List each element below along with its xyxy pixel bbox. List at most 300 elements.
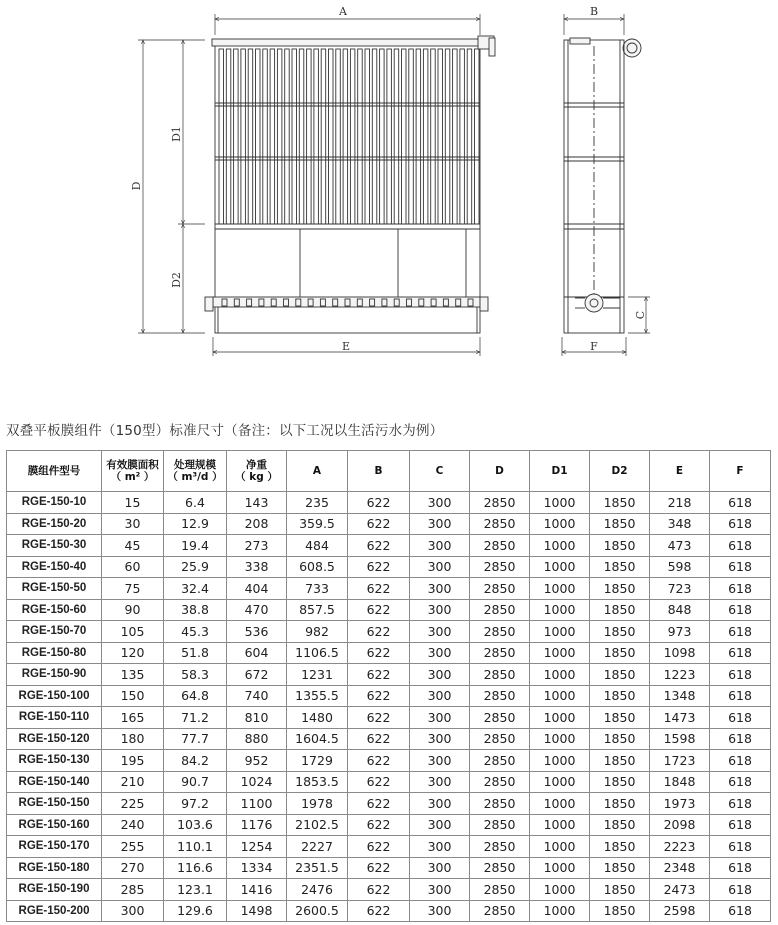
value-cell: 208 (227, 513, 287, 535)
value-cell: 1000 (530, 750, 590, 772)
value-cell: 618 (710, 621, 771, 643)
value-cell: 2850 (470, 857, 530, 879)
value-cell: 235 (287, 492, 348, 514)
value-cell: 484 (287, 535, 348, 557)
dim-label-f: F (590, 340, 598, 353)
membrane-sheet (416, 49, 421, 224)
value-cell: 84.2 (164, 750, 227, 772)
value-cell: 618 (710, 664, 771, 686)
value-cell: 536 (227, 621, 287, 643)
value-cell: 1973 (650, 793, 710, 815)
value-cell: 1978 (287, 793, 348, 815)
membrane-sheet (358, 49, 363, 224)
value-cell: 1355.5 (287, 685, 348, 707)
column-header-label: D1 (551, 465, 568, 477)
value-cell: 618 (710, 535, 771, 557)
value-cell: 1000 (530, 492, 590, 514)
value-cell: 1000 (530, 556, 590, 578)
value-cell: 1850 (590, 621, 650, 643)
value-cell: 1000 (530, 513, 590, 535)
value-cell: 2473 (650, 879, 710, 901)
value-cell: 103.6 (164, 814, 227, 836)
value-cell: 952 (227, 750, 287, 772)
value-cell: 300 (410, 750, 470, 772)
value-cell: 1000 (530, 707, 590, 729)
membrane-sheet (263, 49, 268, 224)
value-cell: 618 (710, 879, 771, 901)
membrane-sheet (226, 49, 231, 224)
value-cell: 58.3 (164, 664, 227, 686)
column-header (710, 451, 771, 492)
membrane-sheet (453, 49, 458, 224)
value-cell: 1850 (590, 642, 650, 664)
value-cell: 1850 (590, 599, 650, 621)
value-cell: 300 (410, 836, 470, 858)
value-cell: 300 (410, 556, 470, 578)
value-cell: 300 (410, 879, 470, 901)
column-header-label: D2 (611, 465, 628, 477)
table-row (7, 814, 771, 836)
value-cell: 300 (410, 492, 470, 514)
membrane-sheet (307, 49, 312, 224)
value-cell: 618 (710, 793, 771, 815)
membrane-sheet (343, 49, 348, 224)
membrane-sheet (299, 49, 304, 224)
value-cell: 604 (227, 642, 287, 664)
value-cell: 618 (710, 750, 771, 772)
value-cell: 180 (102, 728, 164, 750)
value-cell: 622 (348, 879, 410, 901)
column-header-label: 有效膜面积 (106, 459, 159, 471)
value-cell: 618 (710, 836, 771, 858)
value-cell: 622 (348, 771, 410, 793)
column-header (287, 451, 348, 492)
model-cell: RGE-150-200 (7, 900, 102, 922)
value-cell: 90.7 (164, 771, 227, 793)
value-cell: 1000 (530, 535, 590, 557)
value-cell: 622 (348, 578, 410, 600)
model-cell: RGE-150-140 (7, 771, 102, 793)
value-cell: 618 (710, 728, 771, 750)
value-cell: 622 (348, 685, 410, 707)
value-cell: 273 (227, 535, 287, 557)
value-cell: 120 (102, 642, 164, 664)
value-cell: 1000 (530, 836, 590, 858)
aeration-pipe (213, 297, 480, 307)
membrane-sheet (336, 49, 341, 224)
value-cell: 1348 (650, 685, 710, 707)
value-cell: 1498 (227, 900, 287, 922)
table-row (7, 879, 771, 901)
value-cell: 38.8 (164, 599, 227, 621)
model-cell: RGE-150-150 (7, 793, 102, 815)
value-cell: 45 (102, 535, 164, 557)
value-cell: 2850 (470, 728, 530, 750)
value-cell: 1000 (530, 857, 590, 879)
value-cell: 672 (227, 664, 287, 686)
membrane-sheet (423, 49, 428, 224)
value-cell: 618 (710, 685, 771, 707)
value-cell: 300 (410, 642, 470, 664)
model-cell: RGE-150-80 (7, 642, 102, 664)
value-cell: 1000 (530, 642, 590, 664)
value-cell: 618 (710, 771, 771, 793)
model-cell: RGE-150-50 (7, 578, 102, 600)
value-cell: 300 (410, 728, 470, 750)
dim-label-d2: D2 (170, 272, 183, 288)
value-cell: 1850 (590, 793, 650, 815)
value-cell: 105 (102, 621, 164, 643)
value-cell: 622 (348, 599, 410, 621)
value-cell: 1729 (287, 750, 348, 772)
value-cell: 143 (227, 492, 287, 514)
value-cell: 60 (102, 556, 164, 578)
value-cell: 404 (227, 578, 287, 600)
membrane-sheet (234, 49, 239, 224)
membrane-sheet (431, 49, 436, 224)
column-header (348, 451, 410, 492)
column-header-unit: （ m³/d ） (167, 471, 223, 483)
column-header (227, 451, 287, 492)
value-cell: 300 (410, 578, 470, 600)
value-cell: 75 (102, 578, 164, 600)
value-cell: 300 (410, 771, 470, 793)
value-cell: 300 (410, 664, 470, 686)
value-cell: 1000 (530, 728, 590, 750)
model-cell: RGE-150-130 (7, 750, 102, 772)
table-row (7, 578, 771, 600)
dim-label-a: A (339, 5, 347, 18)
column-header (410, 451, 470, 492)
value-cell: 2227 (287, 836, 348, 858)
value-cell: 2600.5 (287, 900, 348, 922)
column-header (164, 451, 227, 492)
column-header (590, 451, 650, 492)
column-header-label: 膜组件型号 (27, 465, 81, 477)
value-cell: 1850 (590, 814, 650, 836)
value-cell: 618 (710, 857, 771, 879)
value-cell: 2598 (650, 900, 710, 922)
value-cell: 1254 (227, 836, 287, 858)
value-cell: 338 (227, 556, 287, 578)
value-cell: 1334 (227, 857, 287, 879)
value-cell: 218 (650, 492, 710, 514)
table-row (7, 707, 771, 729)
table-body (7, 492, 771, 922)
value-cell: 1850 (590, 664, 650, 686)
model-cell: RGE-150-120 (7, 728, 102, 750)
value-cell: 2850 (470, 793, 530, 815)
model-cell: RGE-150-100 (7, 685, 102, 707)
membrane-sheet (314, 49, 319, 224)
value-cell: 2850 (470, 771, 530, 793)
table-row (7, 750, 771, 772)
value-cell: 2348 (650, 857, 710, 879)
value-cell: 1000 (530, 879, 590, 901)
value-cell: 618 (710, 814, 771, 836)
membrane-sheet (256, 49, 261, 224)
value-cell: 51.8 (164, 642, 227, 664)
model-cell: RGE-150-10 (7, 492, 102, 514)
value-cell: 622 (348, 750, 410, 772)
membrane-sheet (380, 49, 385, 224)
value-cell: 1100 (227, 793, 287, 815)
membrane-sheet (329, 49, 334, 224)
value-cell: 300 (102, 900, 164, 922)
value-cell: 2850 (470, 642, 530, 664)
value-cell: 6.4 (164, 492, 227, 514)
value-cell: 1850 (590, 879, 650, 901)
value-cell: 622 (348, 664, 410, 686)
model-cell: RGE-150-90 (7, 664, 102, 686)
membrane-sheet (372, 49, 377, 224)
value-cell: 1850 (590, 707, 650, 729)
value-cell: 622 (348, 728, 410, 750)
value-cell: 2850 (470, 664, 530, 686)
value-cell: 1231 (287, 664, 348, 686)
table-row (7, 771, 771, 793)
column-header-label: A (312, 465, 322, 477)
dim-label-c: C (634, 310, 647, 320)
value-cell: 150 (102, 685, 164, 707)
column-header (7, 451, 102, 492)
membrane-sheet (292, 49, 297, 224)
value-cell: 45.3 (164, 621, 227, 643)
table-row (7, 621, 771, 643)
value-cell: 618 (710, 578, 771, 600)
membrane-sheet (285, 49, 290, 224)
value-cell: 15 (102, 492, 164, 514)
value-cell: 210 (102, 771, 164, 793)
table-row (7, 513, 771, 535)
value-cell: 2850 (470, 535, 530, 557)
value-cell: 2476 (287, 879, 348, 901)
value-cell: 359.5 (287, 513, 348, 535)
value-cell: 300 (410, 814, 470, 836)
value-cell: 1850 (590, 556, 650, 578)
value-cell: 2850 (470, 836, 530, 858)
table-row (7, 535, 771, 557)
value-cell: 618 (710, 599, 771, 621)
membrane-sheet (350, 49, 355, 224)
membrane-sheet (248, 49, 253, 224)
value-cell: 982 (287, 621, 348, 643)
column-header-label: B (374, 465, 383, 477)
value-cell: 110.1 (164, 836, 227, 858)
membrane-sheet (277, 49, 282, 224)
spec-table (6, 450, 771, 922)
value-cell: 1848 (650, 771, 710, 793)
value-cell: 165 (102, 707, 164, 729)
value-cell: 1850 (590, 900, 650, 922)
value-cell: 1416 (227, 879, 287, 901)
value-cell: 622 (348, 900, 410, 922)
side-view (564, 38, 641, 333)
value-cell: 1000 (530, 685, 590, 707)
model-cell: RGE-150-20 (7, 513, 102, 535)
membrane-sheet (438, 49, 443, 224)
model-cell: RGE-150-70 (7, 621, 102, 643)
membrane-sheets (219, 49, 479, 224)
membrane-sheet (475, 49, 480, 224)
value-cell: 618 (710, 900, 771, 922)
value-cell: 1850 (590, 578, 650, 600)
front-view (205, 36, 495, 333)
value-cell: 2850 (470, 879, 530, 901)
value-cell: 348 (650, 513, 710, 535)
table-row (7, 728, 771, 750)
table-row (7, 642, 771, 664)
column-header-label: E (675, 465, 684, 477)
value-cell: 857.5 (287, 599, 348, 621)
value-cell: 618 (710, 556, 771, 578)
value-cell: 1024 (227, 771, 287, 793)
column-header-label: D (495, 465, 504, 477)
value-cell: 2102.5 (287, 814, 348, 836)
membrane-sheet (445, 49, 450, 224)
top-header-pipe (212, 39, 484, 46)
value-cell: 973 (650, 621, 710, 643)
value-cell: 2850 (470, 685, 530, 707)
value-cell: 1000 (530, 814, 590, 836)
membrane-sheet (467, 49, 472, 224)
value-cell: 622 (348, 621, 410, 643)
value-cell: 1850 (590, 685, 650, 707)
value-cell: 622 (348, 513, 410, 535)
value-cell: 2098 (650, 814, 710, 836)
model-cell: RGE-150-30 (7, 535, 102, 557)
value-cell: 1000 (530, 793, 590, 815)
column-header-label: 净重 (246, 459, 267, 471)
dim-label-e: E (341, 340, 351, 353)
dim-label-b: B (589, 5, 599, 18)
value-cell: 723 (650, 578, 710, 600)
value-cell: 1850 (590, 728, 650, 750)
value-cell: 1850 (590, 771, 650, 793)
value-cell: 300 (410, 793, 470, 815)
value-cell: 608.5 (287, 556, 348, 578)
value-cell: 1850 (590, 535, 650, 557)
value-cell: 255 (102, 836, 164, 858)
table-row (7, 492, 771, 514)
value-cell: 618 (710, 513, 771, 535)
value-cell: 2850 (470, 750, 530, 772)
value-cell: 1850 (590, 836, 650, 858)
table-row (7, 685, 771, 707)
dim-label-d1: D1 (170, 126, 183, 142)
value-cell: 1000 (530, 771, 590, 793)
value-cell: 1000 (530, 900, 590, 922)
value-cell: 300 (410, 857, 470, 879)
value-cell: 1473 (650, 707, 710, 729)
model-cell: RGE-150-160 (7, 814, 102, 836)
value-cell: 473 (650, 535, 710, 557)
value-cell: 2850 (470, 900, 530, 922)
value-cell: 1106.5 (287, 642, 348, 664)
value-cell: 622 (348, 707, 410, 729)
value-cell: 1176 (227, 814, 287, 836)
value-cell: 848 (650, 599, 710, 621)
value-cell: 1850 (590, 857, 650, 879)
value-cell: 2850 (470, 814, 530, 836)
membrane-sheet (321, 49, 326, 224)
value-cell: 2850 (470, 556, 530, 578)
column-header (650, 451, 710, 492)
value-cell: 30 (102, 513, 164, 535)
value-cell: 2223 (650, 836, 710, 858)
value-cell: 2850 (470, 599, 530, 621)
value-cell: 129.6 (164, 900, 227, 922)
column-header-unit: （ kg ） (235, 471, 278, 483)
model-cell: RGE-150-40 (7, 556, 102, 578)
value-cell: 2850 (470, 707, 530, 729)
value-cell: 1000 (530, 578, 590, 600)
table-row (7, 599, 771, 621)
value-cell: 2850 (470, 492, 530, 514)
value-cell: 1000 (530, 599, 590, 621)
value-cell: 12.9 (164, 513, 227, 535)
value-cell: 90 (102, 599, 164, 621)
table-caption: 双叠平板膜组件（150型）标准尺寸（备注：以下工况以生活污水为例） (6, 423, 444, 439)
value-cell: 880 (227, 728, 287, 750)
value-cell: 285 (102, 879, 164, 901)
value-cell: 1723 (650, 750, 710, 772)
membrane-sheet (219, 49, 224, 224)
value-cell: 1000 (530, 621, 590, 643)
value-cell: 622 (348, 836, 410, 858)
value-cell: 622 (348, 857, 410, 879)
table-row (7, 857, 771, 879)
membrane-sheet (409, 49, 414, 224)
value-cell: 225 (102, 793, 164, 815)
column-header (470, 451, 530, 492)
membrane-sheet (241, 49, 246, 224)
value-cell: 240 (102, 814, 164, 836)
value-cell: 1000 (530, 664, 590, 686)
value-cell: 1850 (590, 513, 650, 535)
value-cell: 740 (227, 685, 287, 707)
value-cell: 2850 (470, 513, 530, 535)
column-header-unit: （ m² ） (110, 471, 155, 483)
dim-label-d: D (130, 181, 143, 191)
value-cell: 622 (348, 793, 410, 815)
value-cell: 2850 (470, 578, 530, 600)
value-cell: 300 (410, 535, 470, 557)
value-cell: 1598 (650, 728, 710, 750)
value-cell: 470 (227, 599, 287, 621)
membrane-sheet (270, 49, 275, 224)
model-cell: RGE-150-170 (7, 836, 102, 858)
membrane-sheet (387, 49, 392, 224)
value-cell: 71.2 (164, 707, 227, 729)
value-cell: 77.7 (164, 728, 227, 750)
value-cell: 300 (410, 900, 470, 922)
model-cell: RGE-150-110 (7, 707, 102, 729)
value-cell: 622 (348, 492, 410, 514)
membrane-sheet (460, 49, 465, 224)
value-cell: 64.8 (164, 685, 227, 707)
value-cell: 618 (710, 492, 771, 514)
column-header-label: 处理规模 (174, 459, 216, 471)
module-technical-drawing (0, 0, 778, 405)
model-cell: RGE-150-60 (7, 599, 102, 621)
value-cell: 116.6 (164, 857, 227, 879)
value-cell: 1850 (590, 750, 650, 772)
value-cell: 618 (710, 707, 771, 729)
table-row (7, 664, 771, 686)
column-header-label: F (736, 465, 744, 477)
value-cell: 810 (227, 707, 287, 729)
